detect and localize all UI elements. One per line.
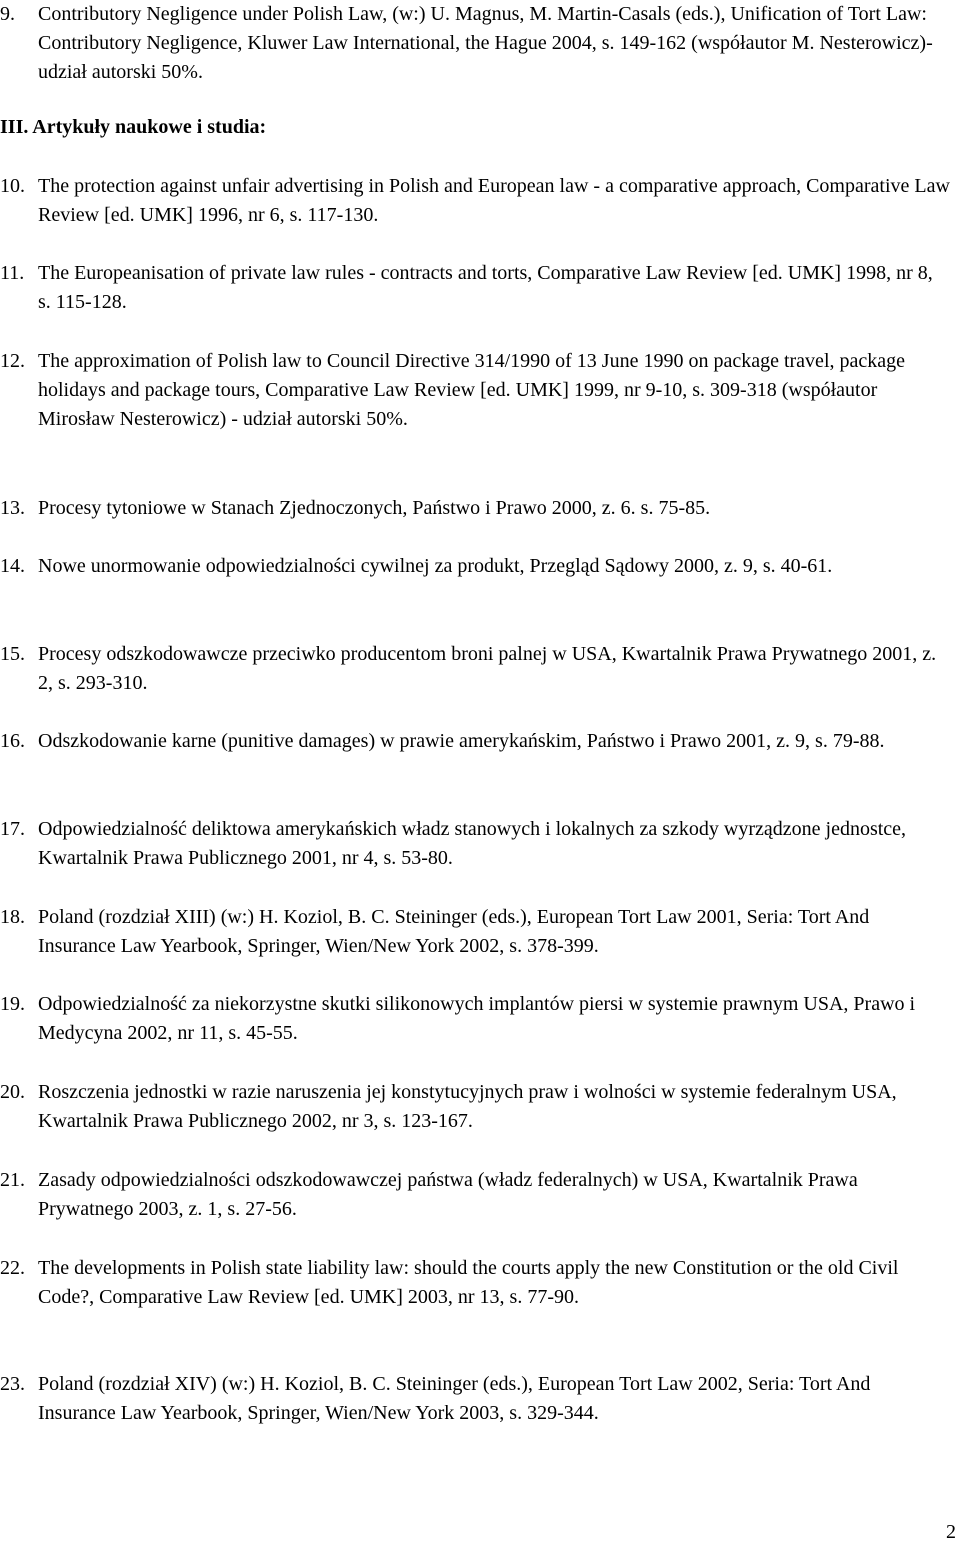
entry-text: Contributory Negligence under Polish Law, (w:) U. Magnus, M. Martin-Casals (eds.), Unification of Tort Law: Contributory Negligence, Kluwer Law International, the Hague 2004, s. 149-162 (współautor M. Nesterowicz)- udział autorski 50%. [38, 3, 933, 83]
bibliography-entry-21 [0, 1166, 950, 1224]
entry-number: 14. [0, 555, 25, 577]
entry-number: 11. [0, 262, 25, 284]
entry-number: 19. [0, 993, 25, 1015]
entry-text: Procesy tytoniowe w Stanach Zjednoczonych, Państwo i Prawo 2000, z. 6. s. 75-85. [38, 497, 711, 519]
entry-text: Odpowiedzialność za niekorzystne skutki silikonowych implantów piersi w systemie prawnym USA, Prawo i Medycyna 2002, nr 11, s. 45-55. [38, 993, 916, 1044]
entry-text: Poland (rozdział XIII) (w:) H. Koziol, B. C. Steininger (eds.), European Tort Law 2001, Seria: Tort And Insurance Law Yearbook, Springer, Wien/New York 2002, s. 378-399. [38, 906, 870, 957]
bibliography-entry-9 [0, 0, 950, 87]
page-number: 2 [946, 1521, 956, 1543]
bibliography-entry-16 [0, 727, 950, 756]
entry-text: Nowe unormowanie odpowiedzialności cywilnej za produkt, Przegląd Sądowy 2000, z. 9, s. 40-61. [38, 555, 833, 577]
entry-text: Odpowiedzialność deliktowa amerykańskich władz stanowych i lokalnych za szkody wyrządzone jednostce, Kwartalnik Prawa Publicznego 2001, nr 4, s. 53-80. [38, 818, 907, 869]
bibliography-entry-11 [0, 259, 950, 317]
entry-number: 22. [0, 1257, 25, 1279]
entry-number: 23. [0, 1373, 25, 1395]
entry-text: The Europeanisation of private law rules - contracts and torts, Comparative Law Review [ed. UMK] 1998, nr 8, s. 115-128. [38, 262, 933, 313]
entry-text: The developments in Polish state liability law: should the courts apply the new Constitution or the old Civil Code?, Comparative Law Review [ed. UMK] 2003, nr 13, s. 77-90. [38, 1257, 899, 1308]
bibliography-entry-15 [0, 640, 950, 698]
entry-number: 21. [0, 1169, 25, 1191]
bibliography-entry-14 [0, 552, 950, 581]
bibliography-entry-23 [0, 1370, 950, 1428]
bibliography-entry-18 [0, 903, 950, 961]
entry-number: 15. [0, 643, 25, 665]
bibliography-entry-19 [0, 990, 950, 1048]
bibliography-entry-13 [0, 494, 950, 523]
entry-number: 16. [0, 730, 25, 752]
entry-number: 18. [0, 906, 25, 928]
bibliography-entry-12 [0, 347, 950, 434]
entry-text: Poland (rozdział XIV) (w:) H. Koziol, B. C. Steininger (eds.), European Tort Law 2002, Seria: Tort And Insurance Law Yearbook, Springer, Wien/New York 2003, s. 329-344. [38, 1373, 871, 1424]
bibliography-entry-17 [0, 815, 950, 873]
entry-number: 12. [0, 350, 25, 372]
entry-text: Procesy odszkodowawcze przeciwko producentom broni palnej w USA, Kwartalnik Prawa Prywatnego 2001, z. 2, s. 293-310. [38, 643, 937, 694]
entry-number: 10. [0, 175, 25, 197]
entry-number: 20. [0, 1081, 25, 1103]
entry-text: The approximation of Polish law to Council Directive 314/1990 of 13 June 1990 on package travel, package holidays and package tours, Comparative Law Review [ed. UMK] 1999, nr 9-10, s. 309-318 (współautor Mirosław Nesterowicz) - udział autorski 50%. [38, 350, 906, 430]
bibliography-entry-22 [0, 1254, 950, 1312]
entry-number: 17. [0, 818, 25, 840]
entry-text: Roszczenia jednostki w razie naruszenia jej konstytucyjnych praw i wolności w systemie federalnym USA, Kwartalnik Prawa Publicznego 2002, nr 3, s. 123-167. [38, 1081, 897, 1132]
section-heading: III. Artykuły naukowe i studia: [0, 116, 267, 138]
entry-number: 9. [0, 3, 15, 25]
entry-text: Odszkodowanie karne (punitive damages) w prawie amerykańskim, Państwo i Prawo 2001, z. 9, s. 79-88. [38, 730, 885, 752]
entry-number: 13. [0, 497, 25, 519]
bibliography-entry-10 [0, 172, 950, 230]
entry-text: The protection against unfair advertising in Polish and European law - a comparative approach, Comparative Law Review [ed. UMK] 1996, nr 6, s. 117-130. [38, 175, 950, 226]
bibliography-entry-20 [0, 1078, 950, 1136]
entry-text: Zasady odpowiedzialności odszkodowawczej państwa (władz federalnych) w USA, Kwartalnik Prawa Prywatnego 2003, z. 1, s. 27-56. [38, 1169, 858, 1220]
